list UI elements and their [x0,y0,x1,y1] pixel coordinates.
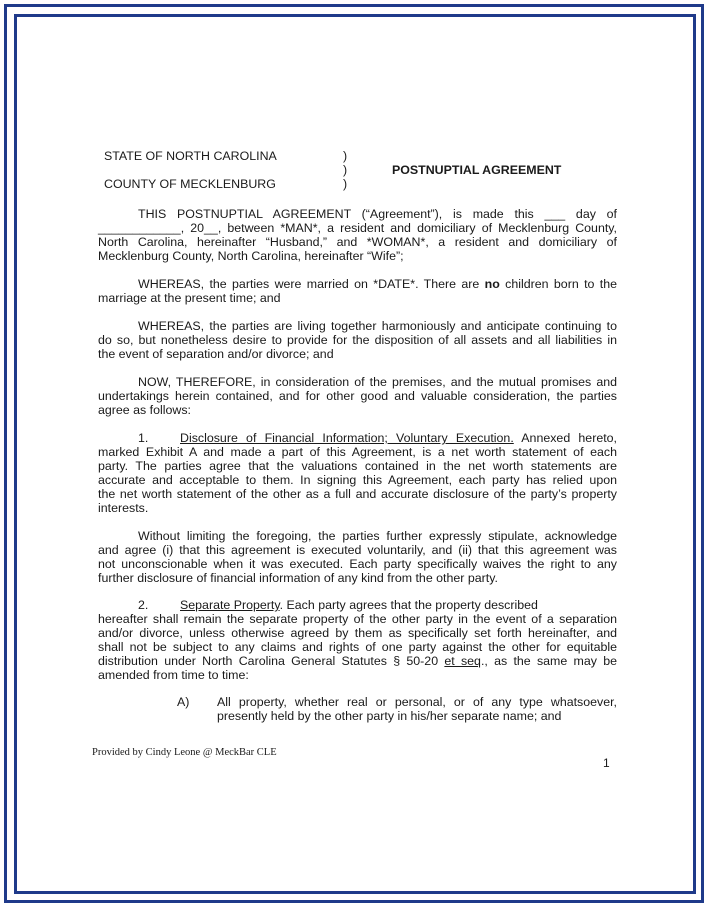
intro-line-4: Mecklenburg County, North Carolina, hereinafter “Wife”; [98,249,404,263]
itemA-line-1: All property, whether real or personal, or of any type whatsoever, [217,695,617,709]
section1-number: 1. [138,431,149,445]
without-line-4: further disclosure of financial information of any kind from the other party. [98,571,498,585]
section1-heading: Disclosure of Financial Information; Voluntary Execution. [180,431,514,445]
section2-number: 2. [138,598,149,612]
intro-line-2: ____________, 20__, between *MAN*, a resident and domiciliary of Mecklenburg County, [98,221,617,235]
section1-line-1 [180,431,617,445]
section1-line-3: party. The parties agree that the valuations contained in the net worth statements are [98,459,617,473]
section2-statute-text: distribution under North Carolina General Statutes § 50-20 [98,654,445,668]
section2-line-2: hereafter shall remain the separate property of the other party in the event of a separation [98,612,617,626]
section2-line-3: and/or divorce, unless otherwise agreed by them as specifically set forth hereinafter, and [98,626,617,640]
section2-heading: Separate Property [180,598,280,612]
footer-provided-by: Provided by Cindy Leone @ MeckBar CLE [92,747,277,758]
whereas1-text-pre: WHEREAS, the parties were married on *DATE*. There are [138,277,485,291]
whereas2-line-1: WHEREAS, the parties are living together harmoniously and anticipate continuing to [138,319,617,333]
section1-line-2: marked Exhibit A and made a part of this Agreement, is a net worth statement of each [98,445,617,459]
section2-et-seq: et seq [444,654,481,668]
now-line-2: undertakings herein contained, and for other good and valuable consideration, the parties [98,389,617,403]
caption-paren-1: ) [343,149,348,163]
now-line-3: agree as follows: [98,403,191,417]
without-line-2: and agree (i) that this agreement is executed voluntarily, and (ii) that this agreement was [98,543,617,557]
section1-line-4: accurate and acceptable to them. In signing this Agreement, each party has relied upon [98,473,617,487]
section1-line-6: interests. [98,501,149,515]
without-line-1: Without limiting the foregoing, the parties further expressly stipulate, acknowledge [138,529,617,543]
whereas1-text-post: children born to the [499,277,617,291]
whereas2-line-3: the event of separation and/or divorce; and [98,347,334,361]
itemA-label: A) [177,695,190,709]
section1-heading-rest: Annexed hereto, [513,431,617,445]
section2-heading-rest: . Each party agrees that the property described [279,598,538,612]
caption-paren-3: ) [343,177,348,191]
whereas1-bold-no: no [484,277,500,291]
section2-line-1 [180,598,538,612]
intro-line-1: THIS POSTNUPTIAL AGREEMENT (“Agreement”), is made this ___ day of [138,207,617,221]
itemA-line-2: presently held by the other party in his/her separate name; and [217,709,562,723]
caption-state: STATE OF NORTH CAROLINA [104,149,277,163]
document-title: POSTNUPTIAL AGREEMENT [392,163,562,177]
whereas1-line-1 [138,277,617,291]
whereas1-line-2: marriage at the present time; and [98,291,281,305]
caption-county: COUNTY OF MECKLENBURG [104,177,276,191]
section2-line-6: amended from time to time: [98,668,249,682]
intro-line-3: North Carolina, hereinafter “Husband,” and *WOMAN*, a resident and domiciliary of [98,235,617,249]
now-line-1: NOW, THEREFORE, in consideration of the premises, and the mutual promises and [138,375,617,389]
caption-paren-2: ) [343,163,348,177]
without-line-3: not unconscionable when it was executed. Each party specifically waives the right to any [98,557,617,571]
section2-line-5 [98,654,617,668]
section2-statute-rest: ., as the same may be [480,654,617,668]
section2-line-4: shall not be subject to any claims and rights of one party against the other for equitable [98,640,617,654]
section1-line-5: the net worth statement of the other as a full and accurate disclosure of the party’s property [98,487,617,501]
page-number: 1 [603,756,610,770]
whereas2-line-2: do so, but nonetheless desire to provide for the disposition of all assets and all liabilities in [98,333,617,347]
